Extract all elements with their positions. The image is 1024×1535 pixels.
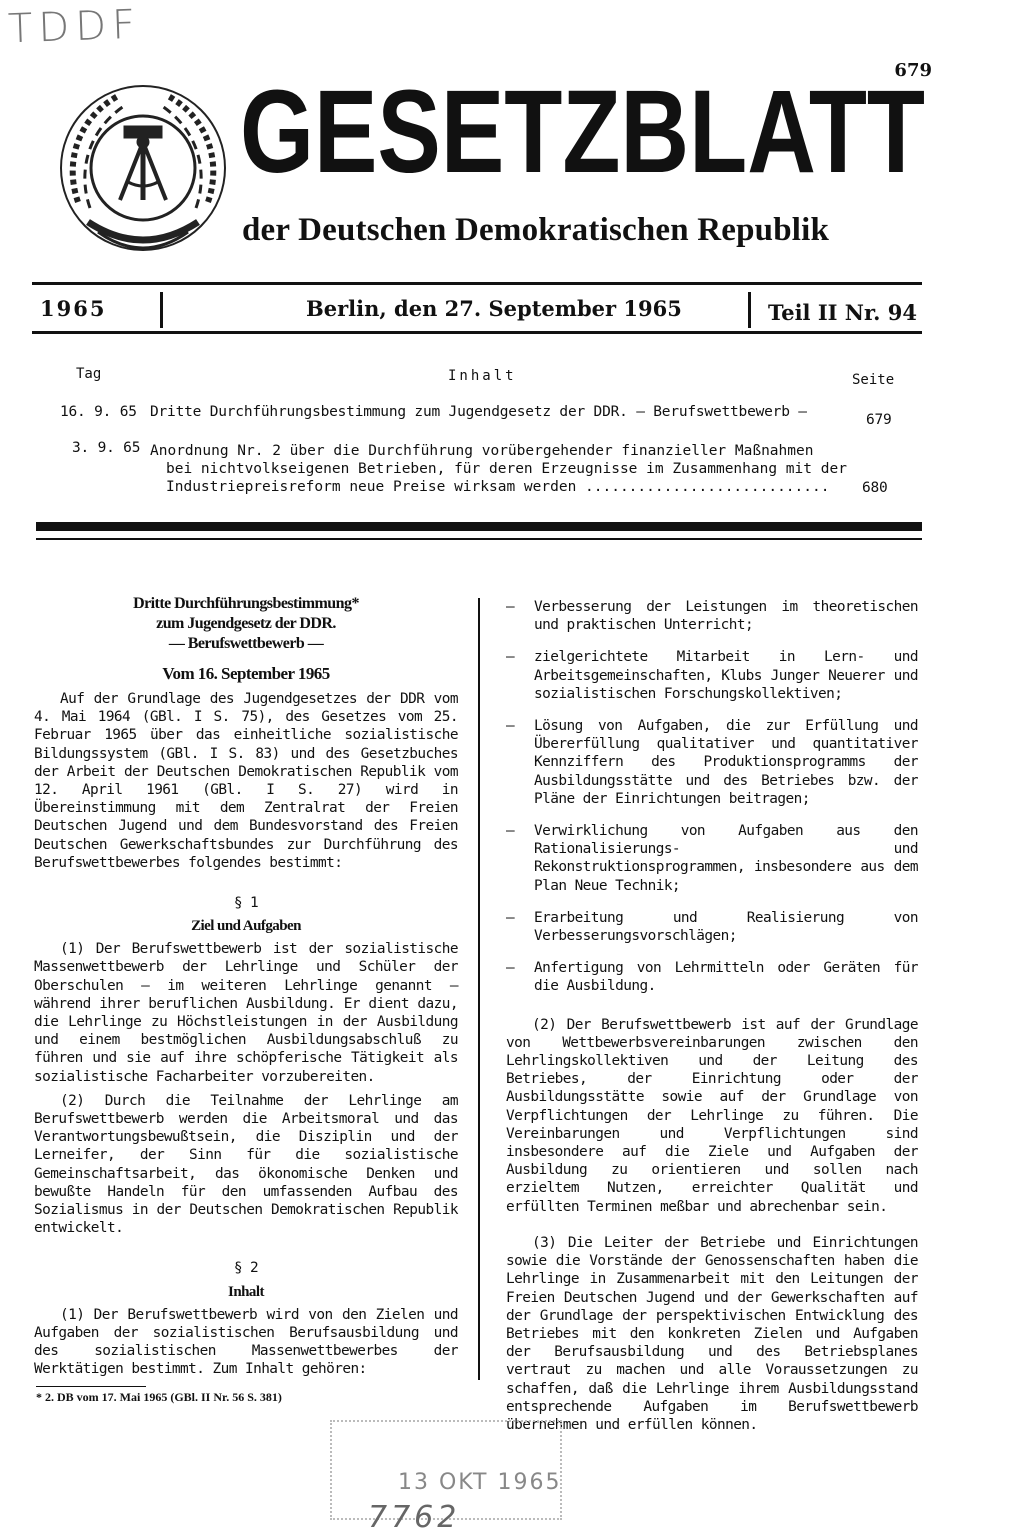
issue-year: 1965 bbox=[40, 296, 107, 321]
section-1-title: Ziel und Aufgaben bbox=[191, 918, 301, 935]
list-dash: — bbox=[506, 823, 515, 840]
toc-separator-thick bbox=[36, 522, 922, 531]
masthead-subtitle: der Deutschen Demokratischen Republik bbox=[242, 212, 830, 248]
toc-entry-1-title: Dritte Durchführungsbestimmung zum Jugendgesetz der DDR. — Berufswettbewerb — bbox=[150, 404, 807, 420]
section-1-paragraph-2: (2) Durch die Teilnahme der Lehrlinge am Berufswettbewerb werden die Arbeitsmoral und das Verantwortungsbewußtsein, die Disziplin und der Lerneifer, der Sinn für die sozialistische Gemeinschaftsarbeit, das ökonomische Denken und bewußte Handeln für den umfassenden Aufbau des Sozialismus in der Deutschen Demokratischen Republik entwickelt. bbox=[34, 1092, 458, 1237]
handwritten-note: TDDF bbox=[7, 1, 142, 53]
toc-entry-2-date: 3. 9. 65 bbox=[72, 440, 141, 456]
toc-col-seite: Seite bbox=[852, 372, 895, 388]
list-item-text: Anfertigung von Lehrmitteln oder Geräten für die Ausbildung. bbox=[534, 960, 918, 995]
header-divider-2 bbox=[748, 292, 751, 328]
footnote-rule bbox=[36, 1386, 146, 1387]
list-item bbox=[506, 598, 918, 634]
column-divider bbox=[478, 598, 480, 1380]
toc-entry-2-line-2: bei nichtvolkseigenen Betrieben, für deren Erzeugnisse im Zusammenhang mit der bbox=[166, 461, 847, 477]
article-title-line-3: — Berufswettbewerb — bbox=[168, 635, 324, 652]
toc-entry-1-page: 679 bbox=[866, 412, 892, 428]
right-column bbox=[506, 598, 918, 1434]
list-dash: — bbox=[506, 960, 515, 977]
list-item bbox=[506, 909, 918, 945]
issue-number: Teil II Nr. 94 bbox=[768, 300, 917, 325]
list-item-text: Verbesserung der Leistungen im theoretischen und praktischen Unterricht; bbox=[534, 599, 918, 634]
left-column bbox=[34, 594, 458, 1379]
list-dash: — bbox=[506, 718, 515, 735]
list-item-text: Verwirklichung von Aufgaben aus den Rationalisierungs- und Rekonstruktionsprogrammen, insbesondere aus dem Plan Neue Technik; bbox=[534, 823, 918, 894]
section-2-number: § 2 bbox=[233, 1260, 259, 1277]
toc-separator-thin bbox=[36, 538, 922, 540]
footnote: * 2. DB vom 17. Mai 1965 (GBl. II Nr. 56 S. 381) bbox=[36, 1390, 282, 1404]
list-item bbox=[506, 822, 918, 895]
section-2-title: Inhalt bbox=[228, 1283, 264, 1300]
header-bottom-rule bbox=[32, 331, 922, 334]
list-dash: — bbox=[506, 599, 515, 615]
article-title-line-1: Dritte Durchführungsbestimmung* bbox=[133, 595, 359, 612]
header-divider-1 bbox=[160, 292, 163, 328]
toc-entry-2-page: 680 bbox=[862, 480, 888, 496]
list-item bbox=[506, 717, 918, 808]
list-item-text: Lösung von Aufgaben, die zur Erfüllung und Übererfüllung qualitativer und quantitativer Kennziffern des Produktionsprogramms der Ausbildungsstätte und des Betriebes bzw. der Pläne der Einrichtungen beitragen; bbox=[534, 718, 918, 807]
list-item-text: Erarbeitung und Realisierung von Verbesserungsvorschlägen; bbox=[534, 909, 918, 945]
list-item-text: zielgerichtete Mitarbeit in Lern- und Arbeitsgemeinschaften, Klubs Junger Neuerer und sozialistischen Forschungskollektiven; bbox=[534, 649, 918, 702]
section-1-paragraph-1: (1) Der Berufswettbewerb ist der sozialistische Massenwettbewerb der Lehrlinge und Schüler der Oberschulen — im weiteren Lehrlinge genannt — während ihrer beruflichen Ausbildung. Er dient dazu, die Lehrlinge zu Höchstleistungen in der Ausbildung und einem bestmöglichen Ausbildungsabschluß zu führen und sie auf ihre schöpferische Tätigkeit als sozialistische Facharbeiter vorzubereiten. bbox=[34, 941, 458, 1085]
toc-entry-1-date: 16. 9. 65 bbox=[60, 404, 137, 420]
page-number: 679 bbox=[894, 60, 932, 81]
toc-entry-2-line-1: Anordnung Nr. 2 über die Durchführung vorübergehender finanzieller Maßnahmen bbox=[150, 443, 814, 459]
toc-col-tag: Tag bbox=[76, 366, 102, 382]
issue-date: Berlin, den 27. September 1965 bbox=[306, 296, 682, 321]
toc-col-inhalt: Inhalt bbox=[448, 368, 517, 384]
handwritten-number: 7762 bbox=[368, 1500, 461, 1535]
toc-entry-2-line-3: Industriepreisreform neue Preise wirksam werden ............................ bbox=[166, 479, 830, 495]
section-2-paragraph-3: (3) Die Leiter der Betriebe und Einrichtungen sowie die Vorstände der Genossenschaften haben die Lehrlinge in Zusammenarbeit mit den Leitungen der Freien Deutschen Jugend und der Gewerkschaften auf der Grundlage der perspektivischen Entwicklung des Betriebes mit den konkreten Zielen und Aufgaben der Berufsausbildung und des Betriebsplanes vertraut zu machen und alle Voraussetzungen zu schaffen, daß die Lehrlinge ihrem Ausbildungsstand entsprechende Aufgaben im Berufswettbewerb übernehmen und erfüllen können. bbox=[506, 1234, 918, 1433]
section-2-paragraph-2: (2) Der Berufswettbewerb ist auf der Grundlage von Wettbewerbsvereinbarungen zwischen den Lehrlingskollektiven und der Leitung des Betriebes, der Einrichtung oder der Ausbildungsstätte sowie auf der Grundlage von Verpflichtungen der Lehrlinge zu führen. Die Vereinbarungen und Verpflichtungen sind insbesondere auf die Ziele und Aufgaben der Ausbildung zu orientieren und sollen nach erzieltem Nutzen, erreichter Qualität und erfüllten Terminen meßbar und abrechenbar sein. bbox=[506, 1016, 918, 1215]
list-dash: — bbox=[506, 909, 515, 926]
article-title-line-2: zum Jugendgesetz der DDR. bbox=[156, 615, 336, 632]
header-top-rule bbox=[32, 282, 922, 285]
article-date: Vom 16. September 1965 bbox=[162, 664, 330, 683]
list-item bbox=[506, 959, 918, 995]
masthead-title bbox=[240, 74, 930, 184]
list-dash: — bbox=[506, 649, 515, 666]
list-item bbox=[506, 648, 918, 703]
section-1-number: § 1 bbox=[233, 895, 259, 912]
svg-text:GESETZBLATT: GESETZBLATT bbox=[240, 74, 925, 184]
article-preamble: Auf der Grundlage des Jugendgesetzes der DDR vom 4. Mai 1964 (GBl. I S. 75), des Gesetzes vom 25. Februar 1965 über das einheitliche sozialistische Bildungssystem (GBl. I S. 83) und des Gesetzbuches der Arbeit der Deutschen Demokratischen Republik vom 12. April 1961 (GBl. I S. 27) wird in Übereinstimmung mit dem Zentralrat der Freien Deutschen Jugend und dem Bundesvorstand des Freien Deutschen Gewerkschaftsbundes zur Durchführung des Berufswettbewerbes folgendes bestimmt: bbox=[34, 691, 458, 871]
section-2-paragraph-1: (1) Der Berufswettbewerb wird von den Zielen und Aufgaben der sozialistischen Berufsausbildung und des sozialistischen Massenwettbewerbes der Werktätigen bestimmt. Zum Inhalt gehören: bbox=[34, 1306, 458, 1378]
state-emblem-icon bbox=[58, 82, 228, 258]
receipt-stamp-date: 13 OKT 1965 bbox=[398, 1470, 562, 1495]
